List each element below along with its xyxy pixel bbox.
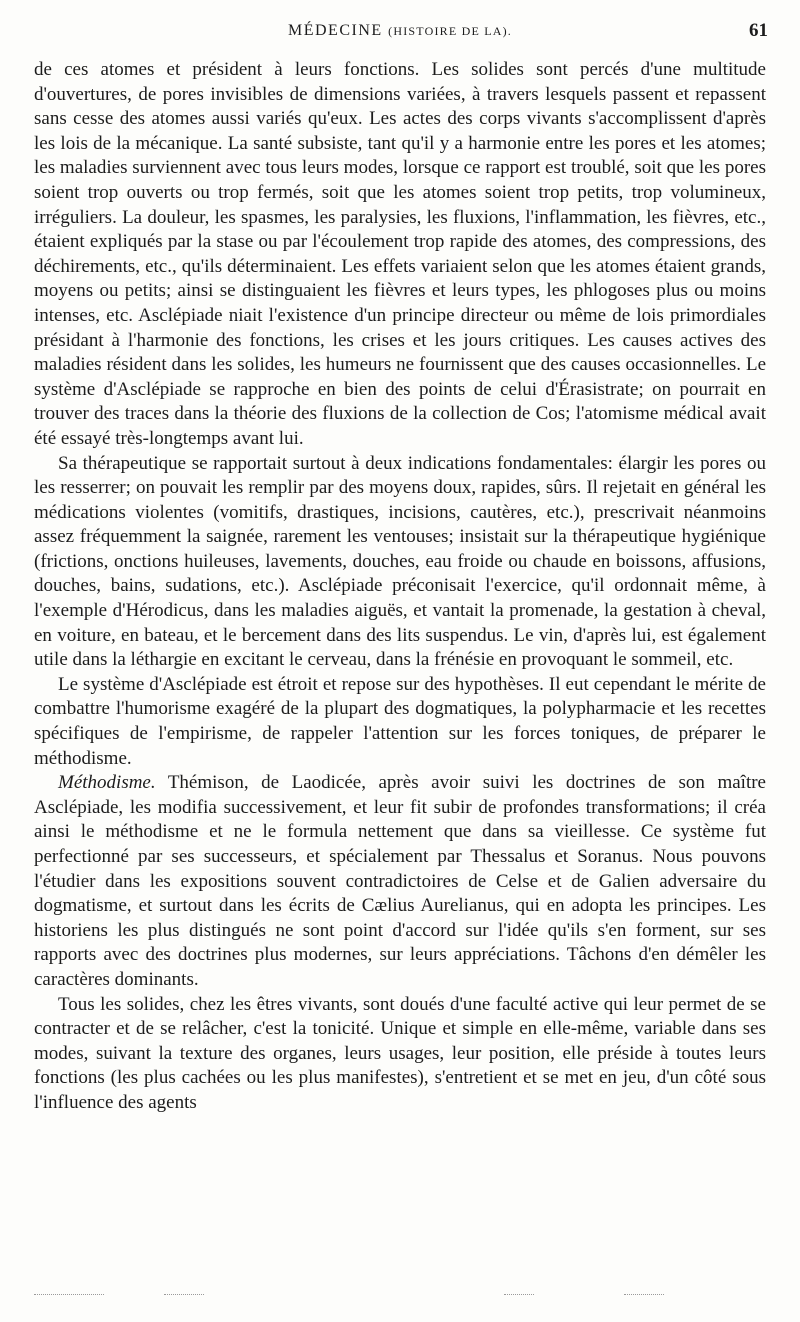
paragraph-assessment [34, 673, 766, 771]
paragraph-text: Tous les solides, chez les êtres vivants, sont doués d'une faculté active qui leur permet de se contracter et de se relâcher, c'est la tonicité. Unique et simple en elle-même, variable dans ses modes, suivant la texture des organes, leurs usages, leur position, elle préside à toutes leurs fonctions (les plus cachées ou les plus manifestes), s'entretient et se met en jeu, d'un côté sous l'influence des agents [34, 993, 766, 1113]
running-head [30, 22, 770, 50]
paragraph-therapeutics [34, 452, 766, 673]
paragraph-tonicity [34, 993, 766, 1116]
page-number: 61 [749, 20, 768, 41]
body-text [34, 58, 766, 1116]
paragraph-methodism [34, 771, 766, 992]
paragraph-text: Sa thérapeutique se rapportait surtout à deux indications fondamentales: élargir les pores ou les resserrer; on pouvait les remplir par des moyens doux, rapides, sûrs. Il rejetait en général les médications violentes (vomitifs, drastiques, incisions, cautères, etc.), prescrivait néanmoins assez fréquemment la saignée, rarement les ventouses; insistait sur la thérapeutique hygiénique (frictions, onctions huileuses, lavements, douches, eau froide ou chaude en boissons, affusions, douches, bains, sudations, etc.). Asclépiade préconisait l'exercice, qu'il ordonnait même, à l'exemple d'Hérodicus, dans les maladies aiguës, et vantait la promenade, la gestation à cheval, en voiture, en bateau, et le bercement dans des lits suspendus. Le vin, d'après lui, est également utile dans la léthargie en excitant le cerveau, dans la frénésie en provoquant le sommeil, etc. [34, 452, 766, 671]
paragraph-text: Le système d'Asclépiade est étroit et repose sur des hypothèses. Il eut cependant le mérite de combattre l'humorisme exagéré de la plupart des dogmatiques, la polypharmacie et les recettes spécifiques de l'empirisme, de rappeler l'attention sur les forces toniques, de préparer le méthodisme. [34, 673, 766, 769]
paragraph-atomism [34, 58, 766, 452]
footer-dotted-rule [34, 1294, 766, 1296]
running-title [30, 22, 770, 40]
section-heading-methodisme: Méthodisme. [58, 772, 156, 794]
paragraph-text: de ces atomes et président à leurs fonctions. Les solides sont percés d'une multitude d'ouvertures, de pores invisibles de dimensions variées, à travers lesquels passent et repassent sans cesse des atomes aussi variés qu'eux. Les actes des corps vivants s'accomplissent d'après les lois de la mécanique. La santé subsiste, tant qu'il y a harmonie entre les pores et les atomes; les maladies surviennent avec tous leurs modes, lorsque ce rapport est troublé, soit que les pores soient trop ouverts ou trop fermés, soit que les atomes soient trop petits, trop volumineux, irréguliers. La douleur, les spasmes, les paralysies, les fluxions, l'inflammation, les fièvres, etc., étaient expliqués par la stase ou par l'écoulement trop rapide des atomes, des compressions, des déchirements, etc., qu'ils déterminaient. Les effets variaient selon que les atomes étaient grands, moyens ou petits; ainsi se distinguaient les fièvres et leurs types, les phlogoses plus ou moins intenses, etc. Asclépiade niait l'existence d'un principe directeur ou même de lois primordiales présidant à l'harmonie des fonctions, les crises et les jours critiques. Les causes actives des maladies résident dans les solides, les humeurs ne fournissent que des causes occasionnelles. Le système d'Asclépiade se rapproche en bien des points de celui d'Érasistrate; on pourrait en trouver des traces dans la théorie des fluxions de la collection de Cos; l'atomisme médical avait été essayé très-longtemps avant lui. [34, 59, 766, 449]
paragraph-text: Thémison, de Laodicée, après avoir suivi les doctrines de son maître Asclépiade, les modifia successivement, et leur fit subir de profondes transformations; il créa ainsi le méthodisme et ne le formula nettement que dans sa vieillesse. Ce système fut perfectionné par ses successeurs, et spécialement par Thessalus et Soranus. Nous pouvons l'étudier dans les expositions souvent contradictoires de Celse et de Galien adversaire du dogmatisme, et surtout dans les écrits de Cælius Aurelianus, qui en adopta les principes. Les historiens les plus distingués ne sont point d'accord sur l'idée qu'ils s'en forment, sur ses rapports avec des doctrines plus modernes, sur leurs appréciations. Tâchons d'en démêler les caractères dominants. [34, 772, 766, 990]
running-title-subtitle: (HISTOIRE DE LA). [388, 24, 512, 38]
running-title-main: MÉDECINE [288, 22, 383, 39]
